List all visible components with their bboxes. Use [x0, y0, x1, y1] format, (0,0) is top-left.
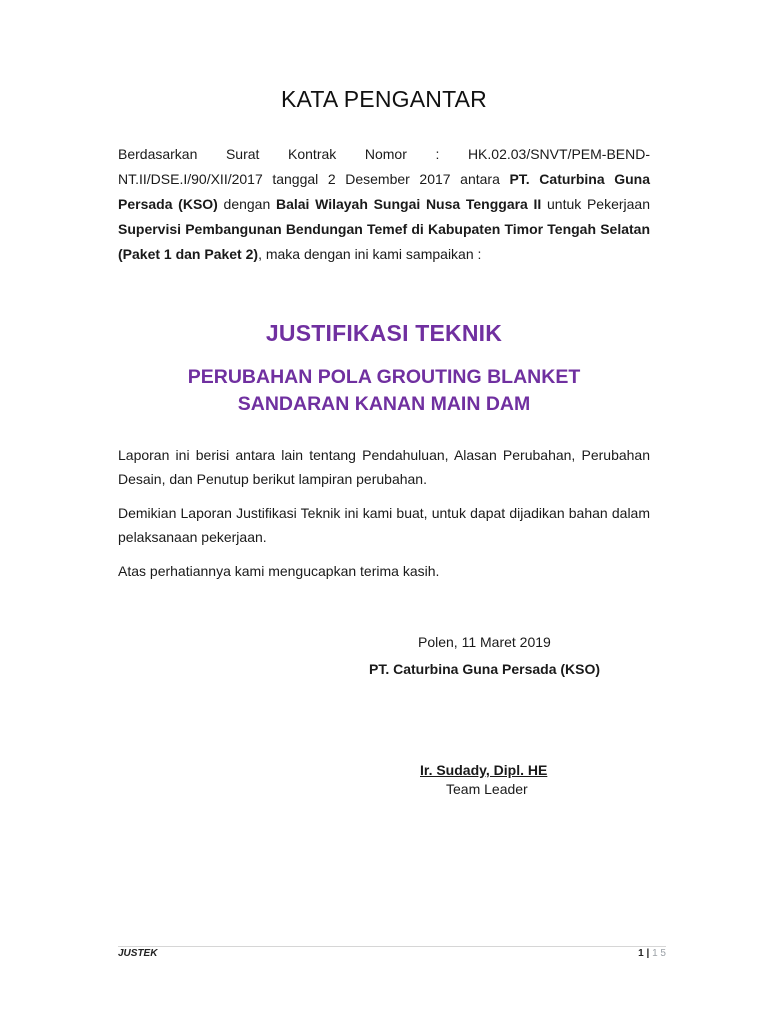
body-paragraph: Laporan ini berisi antara lain tentang Pendahuluan, Alasan Perubahan, Perubahan Desain, dan Penutup berikut lampiran perubahan.	[118, 447, 650, 487]
intro-company: PT. Caturbina Guna Persada (KSO)	[118, 171, 651, 212]
body-paragraph: Demikian Laporan Justifikasi Teknik ini kami buat, untuk dapat dijadikan bahan dalam pelaksanaan pekerjaan.	[118, 505, 650, 545]
signer-name: Ir. Sudady, Dipl. HE	[420, 762, 548, 778]
page-number-total: 1 5	[652, 948, 666, 959]
page-title: KATA PENGANTAR	[280, 86, 487, 112]
intro-paragraph	[118, 142, 650, 267]
intro-text-2: dengan	[217, 196, 276, 212]
body-paragraph: Atas perhatiannya kami mengucapkan terima kasih.	[118, 563, 440, 579]
intro-agency: Balai Wilayah Sungai Nusa Tenggara II	[275, 196, 542, 212]
footer-divider	[118, 946, 666, 947]
subheading-line-2: SANDARAN KANAN MAIN DAM	[237, 393, 531, 415]
signer-role: Team Leader	[446, 781, 528, 797]
report-subheading	[0, 364, 768, 418]
page-number	[638, 948, 666, 959]
place-date: Polen, 11 Maret 2019	[418, 634, 551, 650]
signature-company: PT. Caturbina Guna Persada (KSO)	[369, 661, 601, 677]
intro-text-1: Berdasarkan Surat Kontrak Nomor : HK.02.03/SNVT/PEM-BEND-NT.II/DSE.I/90/XII/2017 tanggal 2 Desember 2017 antara	[118, 146, 650, 187]
intro-text-4: , maka dengan ini kami sampaikan :	[258, 246, 482, 262]
report-heading: JUSTIFIKASI TEKNIK	[265, 320, 503, 346]
intro-text-3: untuk Pekerjaan	[541, 196, 650, 212]
page-number-current: 1	[638, 948, 644, 959]
page-number-separator: |	[646, 948, 650, 959]
intro-project: Supervisi Pembangunan Bendungan Temef di Kabupaten Timor Tengah Selatan (Paket 1 dan Paket 2)	[118, 221, 650, 262]
footer-label: JUSTEK	[118, 948, 158, 959]
subheading-line-1: PERUBAHAN POLA GROUTING BLANKET	[187, 366, 581, 388]
